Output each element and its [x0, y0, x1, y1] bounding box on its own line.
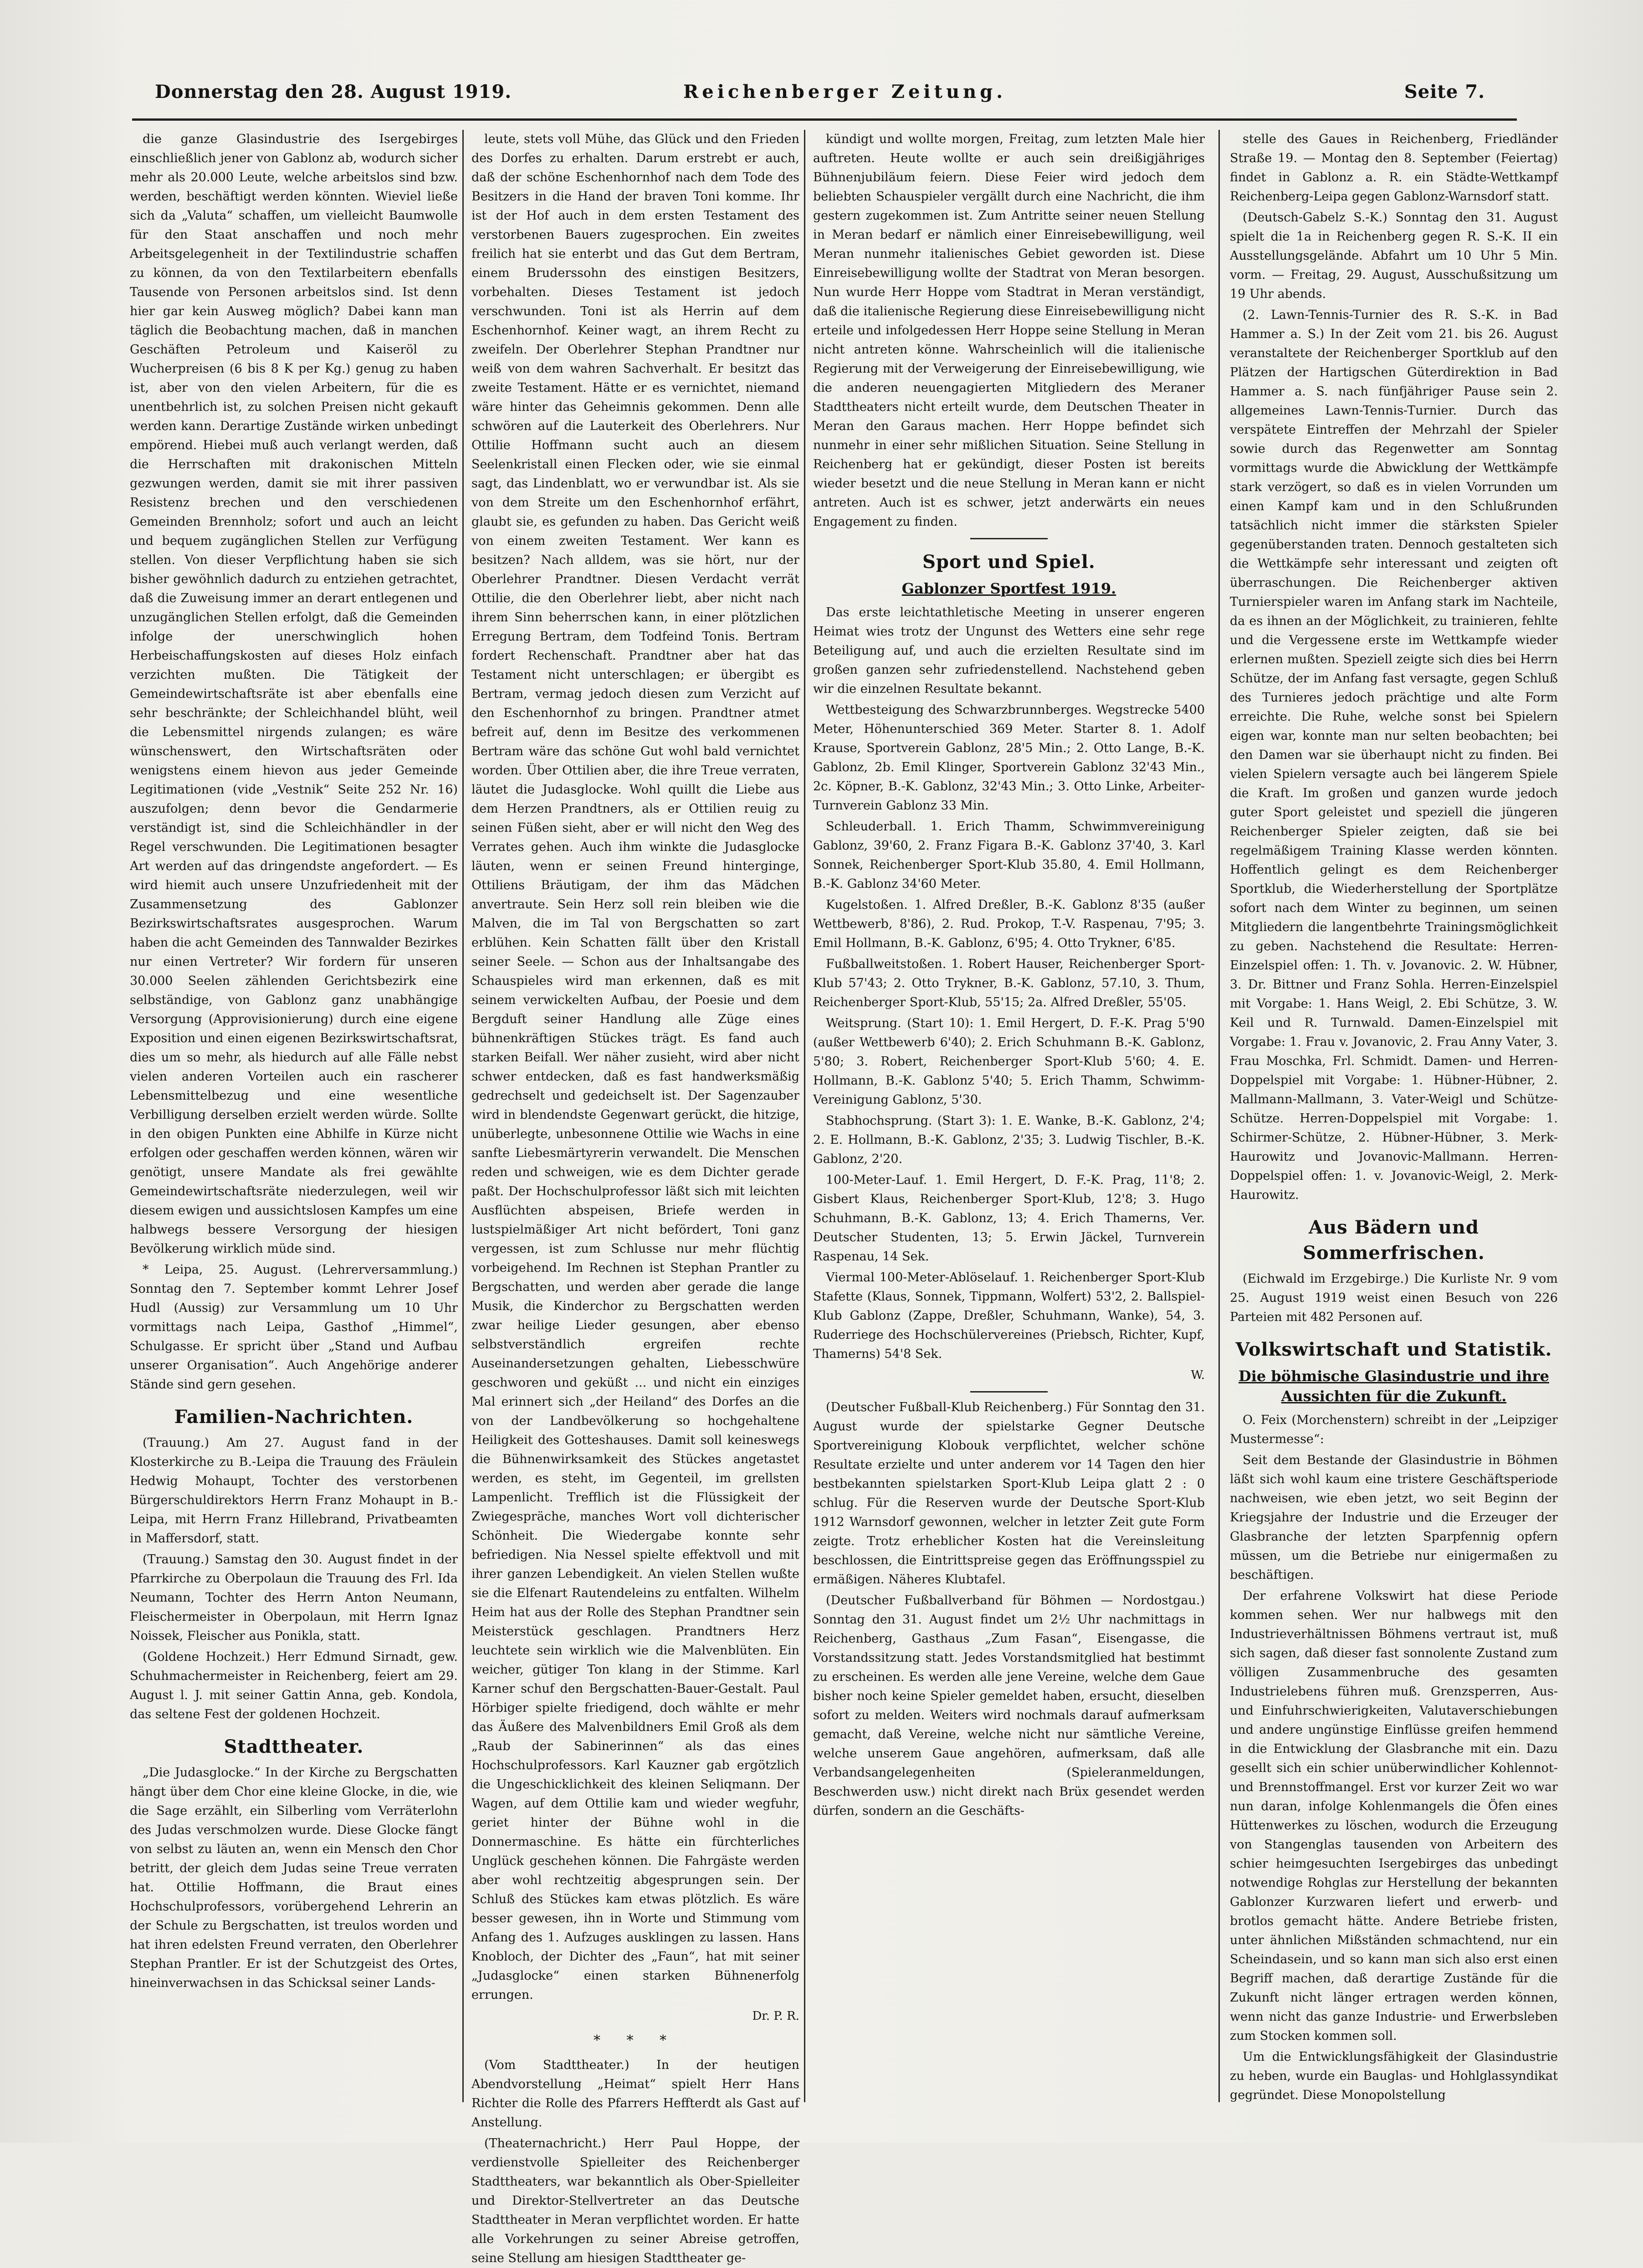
article-text: Der erfahrene Volkswirt hat diese Periode kommen sehen. Wer nur halbwegs mit den Industrieverhältnissen Böhmens vertraut ist, muß sich sagen, daß dieser fast sonnolente Zustand zum völligen Zusammenbruche des gesamten Industrielebens führen muß. Grenzsperren, Aus- und Einfuhrschwierigkeiten, Valutaverschiebungen und andere ungünstige Einflüsse greifen hemmend in die Entwicklung der Glasbranche mit ein. Dazu gesellt sich ein schier unüberwindlicher Kohlennot- und Brennstoffmangel. Erst vor kurzer Zeit wo war nun daran, infolge Kohlenmangels die Öfen eines Hüttenwerkes zu löschen, wodurch die Erzeugung von Stangenglas tausenden von Arbeitern des schier heimgesuchten Isergebirges das unbedingt notwendige Rohglas zur Herstellung der bekannten Gablonzer Kurzwaren liefert und erwerb- und brotlos gemacht hätte. Andere Betriebe fristen, unter ähnlichen Mißständen schmachtend, nur ein Scheindasein, und so kann man sich also erst einen Begriff machen, daß derartige Zustände für die Zukunft nicht länger ertragen werden können, wenn nicht das ganze Industrie- und Erwerbsleben zum Stocken kommen soll.	[1230, 1589, 1558, 2043]
notice-text: (Trauung.) Samstag den 30. August findet in der Pfarrkirche zu Oberpolaun die Trauung des Frl. Ida Neumann, Tochter des Herrn Anton Neumann, Fleischermeister in Oberpolaun, mit Herrn Ignaz Noissek, Fleischer aus Ponikla, statt.	[130, 1552, 458, 1643]
result-text: Weitsprung. (Start 10): 1. Emil Hergert, D. F.-K. Prag 5'90 (außer Wettbewerb 6'40); 2. Erich Schuhmann B.-K. Gablonz, 5'80; 3. Robert, Reichenberger Sport-Klub 5'60; 4. E. Hollmann, B.-K. Gablonz 5'40; 5. Erich Thamm, Schwimm-Vereinigung Gablonz, 5'30.	[813, 1016, 1205, 1107]
article-text: kündigt und wollte morgen, Freitag, zum letzten Male hier auftreten. Heute wollte er auch sein dreißigjähriges Bühnenjubiläum feiern. Diese Feier wird jedoch dem beliebten Schauspieler vergällt durch eine Nachricht, die ihm gestern zugekommen ist. Zum Antritte seiner neuen Stellung in Meran bedarf er nämlich einer Einreisebewilligung, weil Meran nunmehr italienisches Gebiet geworden ist. Diese Einreisebewilligung wollte der Stadtrat von Meran besorgen. Nun wurde Herr Hoppe vom Stadtrat in Meran verständigt, daß die italienische Regierung diese Einreisebewilligung nicht erteile und infolgedessen Herr Hoppe seine Stellung in Meran nicht antreten könne. Wahrscheinlich will die italienische Regierung mit der Verweigerung der Einreisebewilligung, wie die anderen neuengagierten Mitgliedern des Meraner Stadttheaters nicht erteilt wurde, dem Deutschen Theater in Meran den Garaus machen. Herr Hoppe befindet sich nunmehr in einer sehr mißlichen Situation. Seine Stellung in Reichenberg hat er gekündigt, dieser Posten ist bereits wieder besetzt und die neue Stellung in Meran kann er nicht antreten. Auch ist es schwer, jetzt anderwärts ein neues Engagement zu finden.	[813, 132, 1205, 529]
result-text: Wettbesteigung des Schwarzbrunnberges. Wegstrecke 5400 Meter, Höhenunterschied 369 Meter. Starter 8. 1. Adolf Krause, Sportverein Gablonz, 28'5 Min.; 2. Otto Lange, B.-K. Gablonz, 2b. Emil Klinger, Sportverein Gablonz 32'43 Min., 2c. Köpner, B.-K. Gablonz, 32'43 Min.; 3. Otto Linke, Arbeiter-Turnverein Gablonz 33 Min.	[813, 703, 1205, 813]
notice-text: (Goldene Hochzeit.) Herr Edmund Sirnadt, gew. Schuhmachermeister in Reichenberg, feiert am 29. August l. J. mit seiner Gattin Anna, geb. Kondola, das seltene Fest der goldenen Hochzeit.	[130, 1650, 458, 1721]
review-text: „Die Judasglocke.“ In der Kirche zu Bergschatten hängt über dem Chor eine kleine Glocke, in die, wie die Sage erzählt, ein Silberling vom Verräterlohn des Judas verschmolzen wurde. Diese Glocke fängt von selbst zu läuten an, wenn ein Mensch den Chor betritt, der gleich dem Judas seine Treue verraten hat. Ottilie Hoffmann, die Braut eines Hochschulprofessors, vorübergehend Lehrerin an der Schule zu Bergschatten, ist treulos worden und hat ihren edelsten Freund verraten, den Oberlehrer Stephan Prantler. Er ist der Schutzgeist des Ortes, hineinverwachsen in das Schicksal seiner Lands-	[130, 1766, 458, 1990]
section-title-sport: Sport und Spiel.	[922, 551, 1095, 573]
result-text: Stabhochsprung. (Start 3): 1. E. Wanke, B.-K. Gablonz, 2'4; 2. E. Hollmann, B.-K. Gablonz, 2'35; 3. Ludwig Tischler, B.-K. Gablonz, 2'20.	[813, 1114, 1205, 1166]
newspaper-title: Reichenberger Zeitung.	[683, 81, 1007, 102]
section-title-family: Familien-Nachrichten.	[174, 1406, 414, 1428]
page-number: Seite 7.	[1404, 81, 1485, 102]
notice-text: stelle des Gaues in Reichenberg, Friedländer Straße 19. — Montag den 8. September (Feiertag) findet in Gablonz a. R. ein Städte-Wettkampf Reichenberg-Leipa gegen Gablonz-Warnsdorf statt.	[1230, 132, 1558, 204]
notice-text: (Deutscher Fußballverband für Böhmen — Nordostgau.) Sonntag den 31. August findet um 2½ Uhr nachmittags in Reichenberg, Gasthaus „Zum Fasan“, Eisengasse, die Vorstandssitzung statt. Jedes Vorstandsmitglied hat bestimmt zu erscheinen. Es werden alle jene Vereine, welche dem Gaue bisher noch keine Spieler gemeldet haben, ersucht, dieselben sofort zu melden. Weiters wird nochmals darauf aufmerksam gemacht, daß Vereine, welche nicht nur sämtliche Vereine, welche unserem Gaue angehören, aufmerksam, daß alle Verbandsangelegenheiten (Spieleranmeldungen, Beschwerden usw.) nicht direkt nach Brüx gesendet werden dürfen, sondern an die Geschäfts-	[813, 1593, 1205, 1818]
page-header	[155, 81, 1485, 113]
divider	[970, 1391, 1048, 1393]
column-1	[130, 130, 458, 2102]
article-text: Um die Entwicklungsfähigkeit der Glasindustrie zu heben, wurde ein Bauglas- und Hohlglassyndikat gegründet. Diese Monopolstellung	[1230, 2050, 1558, 2102]
review-text: leute, stets voll Mühe, das Glück und den Frieden des Dorfes zu erhalten. Darum erstrebt er auch, daß der schöne Eschenhornhof nach dem Tode des Besitzers in die Hand der braven Toni komme. Ihr ist der Hof auch in dem ersten Testament des verstorbenen Bauers zugesprochen. Ein zweites freilich hat sie enterbt und das Gut dem Bertram, einem Bruderssohn des einstigen Besitzers, vorbehalten. Dieses Testament ist jedoch verschwunden. Toni ist als Herrin auf dem Eschenhornhof. Keiner wagt, an ihrem Recht zu zweifeln. Der Oberlehrer Stephan Prandtner nur weiß von dem wahren Sachverhalt. Er besitzt das zweite Testament. Hätte er es vernichtet, niemand wäre hinter das Geheimnis gekommen. Denn alle schwören auf die Lauterkeit des Oberlehrers. Nur Ottilie Hoffmann sucht auch an diesem Seelenkristall einen Flecken oder, wie sie einmal sagt, das Lindenblatt, wo er verwundbar ist. Als sie von dem Streite um den Eschenhornhof erfährt, glaubt sie, es gefunden zu haben. Das Gericht weiß von einem zweiten Testament. Wer kann es besitzen? Nach alldem, was sie hört, nur der Oberlehrer Prandtner. Diesen Verdacht verrät Ottilie, die den Oberlehrer liebt, aber nicht nach ihrem Sinn beherrschen kann, in einer plötzlichen Erregung Bertram, dem Todfeind Tonis. Bertram fordert Rechenschaft. Prandtner aber hat das Testament nicht unterschlagen; er übergibt es Bertram, vermag jedoch diesen zum Verzicht auf den Eschenhornhof zu bringen. Prandtner atmet befreit auf, denn im Besitze des verkommenen Bertram wäre das schöne Gut wohl bald vernichtet worden. Über Ottilien aber, die ihre Treue verraten, läutet die Judasglocke. Wohl quillt die Liebe aus dem Herzen Prandtners, als er Ottilien reuig zu seinen Füßen sieht, aber er will nicht den Weg des Verrates gehen. Auch ihm winkte die Judasglocke läuten, wenn er seinen Freund hinterginge, Ottiliens Bräutigam, der ihm das Mädchen anvertraute. Sein Herz soll rein bleiben wie die Malven, die im Tal von Bergschatten so zart erblühen. Kein Schatten fällt über den Kristall seiner Seele. — Schon aus der Inhaltsangabe des Schauspieles wird man erkennen, daß es mit seinem verwickelten Aufbau, der Poesie und dem Bergduft seiner Handlung alle Züge eines bühnenkräftigen Stückes trägt. Es fand auch starken Beifall. Wer näher zusieht, wird aber nicht schwer entdecken, daß es fast handwerksmäßig gedrechselt und gedeichselt ist. Der Sagenzauber wird in blendendste Gegenwart gerückt, die hitzige, unüberlegte, unbesonnene Ottilie wie Wachs in eine sanfte Liebesmärtyrerin verwandelt. Die Menschen reden und schweigen, wie es dem Dichter gerade paßt. Der Hochschulprofessor läßt sich mit leichten Ausflüchten abspeisen, Briefe werden in lustspielmäßiger Art nicht befördert, Toni ganz vergessen, ist zum Schlusse nur mehr flüchtig vorbeigehend. Im Rechnen ist Stephan Prantler zu Bergschatten, und werden aber gerade die lange Musik, die Kinderchor zu Bergschatten werden zwar heilige Lieder gesungen, aber ebenso selbstverständlich ergreifen rechte Auseinandersetzungen gehalten, Liebesschwüre geschworen und geküßt ... und nicht ein einziges Mal erinnert sich „der Heiland“ des Dorfes an die von der Landbevölkerung so hochgehaltene Heiligkeit des Gotteshauses. Damit soll keineswegs die Bühnenwirksamkeit des Stückes angetastet werden, es steht, im Gegenteil, im grellsten Lampenlicht. Trefflich ist die Flüssigkeit der Zwiegespräche, manches Wort voll dichterischer Schönheit. Die Wiedergabe konnte sehr befriedigen. Nia Nessel spielte effektvoll und mit ihrer ganzen Lebendigkeit. An vielen Stellen wußte sie die Elfenart Rautendeleins zu entfalten. Wilhelm Heim hat aus der Rolle des Stephan Prandtner sein Meisterstück geschlagen. Prandtners Herz leuchtete sein wirklich wie die Malvenblüten. Ein weicher, gütiger Ton klang in der Stimme. Karl Karner schuf den Bergschatten-Bauer-Gestalt. Paul Hörbiger spielte friedigend, doch wählte er mehr das Äußere des Malvenbildners Emil Groß als dem „Raub der Sabinerinnen“ als das eines Hochschulprofessors. Karl Kauzner gab ergötzlich die Ungeschicklichkeit des kleinen Seliqmann. Der Wagen, auf dem Ottilie kam und wieder wegfuhr, geriet hinter der Bühne wohl in die Donnermaschine. Es hätte ein fürchterliches Unglück geschehen können. Die Fahrgäste werden aber wohl rechtzeitig abgesprungen sein. Der Schluß des Stückes kam etwas plötzlich. Es wäre besser gewesen, ihn in Worte und Stimmung vom Anfang des 1. Aufzuges ausklingen zu lassen. Hans Knobloch, der Dichter des „Faun“, hat mit seiner „Judasglocke“ einen starken Bühnenerfolg errungen.	[471, 132, 799, 2002]
column-2	[471, 130, 799, 2265]
result-text: Kugelstoßen. 1. Alfred Dreßler, B.-K. Gablonz 8'35 (außer Wettbewerb, 8'86), 2. Rud. Prokop, T.-V. Raspenau, 7'95; 3. Emil Hollmann, B.-K. Gablonz, 6'95; 4. Otto Trykner, 6'85.	[813, 898, 1205, 950]
result-text: Viermal 100-Meter-Ablöselauf. 1. Reichenberger Sport-Klub Stafette (Klaus, Sonnek, Tippmann, Wolfert) 53'2, 2. Ballspiel-Klub Gablonz (Zappe, Dreßler, Schuhmann, Wanke), 54, 3. Ruderriege des Hochschülervereines (Priebsch, Richter, Kupf, Thamerns) 54'8 Sek.	[813, 1270, 1205, 1361]
article-text: die ganze Glasindustrie des Isergebirges einschließlich jener von Gablonz ab, wodurch sicher mehr als 20.000 Leute, welche arbeitslos sind bzw. werden, beschäftigt werden könnten. Wieviel ließe sich da „Valuta“ schaffen, um vielleicht Baumwolle für den Staat anschaffen und noch mehr Arbeitsgelegenheit in der Textilindustrie schaffen zu können, da von den Textilarbeitern ebenfalls Tausende von Personen arbeitslos sind. Ist denn hier gar kein Ausweg möglich? Dabei kann man täglich die Beobachtung machen, daß in manchen Geschäften Petroleum und Kaiseröl zu Wucherpreisen (6 bis 8 K per Kg.) genug zu haben ist, aber von den vielen Arbeitern, für die es unentbehrlich ist, zu solchen Preisen nicht gekauft werden kann. Derartige Zustände wirken unbedingt empörend. Hiebei muß auch verlangt werden, daß die Herrschaften mit drakonischen Mitteln gezwungen werden, damit sie mit ihrer passiven Resistenz brechen und den verschiedenen Gemeinden Brennholz; sofort und auch an leicht und bequem zugänglichen Stellen zur Verfügung stellen. Von dieser Verpflichtung haben sie sich bisher gewöhnlich dadurch zu entziehen getrachtet, daß die Zuweisung immer an derart entlegenen und unzugänglichen Stellen erfolgt, daß die Gemeinden infolge der unerschwinglich hohen Herbeischaffungskosten auf dieses Holz einfach verzichten mußten. Die Tätigkeit der Gemeindewirtschaftsräte ist aber ebenfalls eine sehr beschränkte; der Schleichhandel blüht, weil die Lebensmittel nirgends zulangen; es wäre wünschenswert, den Wirtschaftsräten oder wenigstens einem hievon aus jeder Gemeinde Legitimationen (vide „Vestnik“ Seite 252 Nr. 16) auszufolgen; denn bevor die Gendarmerie verständigt ist, sind die Schleichhändler in der Regel verschwunden. Die Legitimationen besagter Art werden auf das dringendste angefordert. — Es wird hiemit auch unsere Unzufriedenheit mit der Zusammensetzung des Gablonzer Bezirkswirtschaftsrates ausgesprochen. Warum haben die acht Gemeinden des Tannwalder Bezirkes nur einen Vertreter? Wir fordern für unseren 30.000 Seelen zählenden Gerichtsbezirk eine selbständige, von Gablonz ganz unabhängige Versorgung (Approvisionierung) durch eine eigene Exposition und einen eigenen Bezirkswirtschaftsrat, dies um so mehr, als hiedurch auf alle Fälle nebst vielen anderen Vorteilen auch ein rascherer Lebensmittelbezug und eine wesentliche Verbilligung derselben erzielt werden würde. Sollte in den obigen Punkten eine Abhilfe in Kürze nicht erfolgen oder geschaffen werden können, wären wir genötigt, unsere Mandate als frei gewählte Gemeindewirtschaftsräte niederzulegen, weil wir diesem ewigen und aussichtslosen Kampfes um eine halbwegs bessere Versorgung der hiesigen Bevölkerung wirklich müde sind.	[130, 132, 458, 1256]
author-signature: Dr. P. R.	[752, 2009, 799, 2023]
author-signature: W.	[1191, 1368, 1205, 1382]
section-title-volkswirtschaft: Volkswirtschaft und Statistik.	[1235, 1339, 1552, 1360]
separator-stars: * * *	[593, 2032, 678, 2048]
article-text: Seit dem Bestande der Glasindustrie in Böhmen läßt sich wohl kaum eine tristere Geschäftsperiode nachweisen, wie eben jetzt, wo seit Beginn der Kriegsjahre der Industrie und die Erzeuger der Glasbranche der letzten Sparpfennig opfern müssen, um die Betriebe nur einigermaßen zu beschäftigen.	[1230, 1453, 1558, 1582]
column-4	[1230, 130, 1558, 2102]
result-text: Schleuderball. 1. Erich Thamm, Schwimmvereinigung Gablonz, 39'60, 2. Franz Figara B.-K. Gablonz 37'40, 3. Karl Sonnek, Reichenberger Sport-Klub 35.80, 4. Emil Hollmann, B.-K. Gablonz 34'60 Meter.	[813, 819, 1205, 891]
subtitle-glasindustrie: Die böhmische Glasindustrie und ihre Aussichten für die Zukunft.	[1239, 1367, 1549, 1405]
article-text: Das erste leichtathletische Meeting in unserer engeren Heimat wies trotz der Ungunst des Wetters eine sehr rege Beteiligung auf, und auch die erzielten Resultate sind im großen ganzen sehr zufriedenstellend. Nachstehend geben wir die einzelnen Resultate bekannt.	[813, 605, 1205, 696]
header-rule	[132, 118, 1517, 121]
notice-text: (Deutsch-Gabelz S.-K.) Sonntag den 31. August spielt die 1a in Reichenberg gegen R. S.-K. II ein Ausstellungsgelände. Abfahrt um 10 Uhr 5 Min. vorm. — Freitag, 29. August, Ausschußsitzung um 19 Uhr abends.	[1230, 210, 1558, 301]
subtitle-sportfest: Gablonzer Sportfest 1919.	[901, 580, 1116, 597]
notice-text: (Trauung.) Am 27. August fand in der Klosterkirche zu B.-Leipa die Trauung des Fräulein Hedwig Mohaupt, Tochter des verstorbenen Bürgerschuldirektors Herrn Franz Mohaupt in B.-Leipa, mit Herrn Franz Hillebrand, Privatbeamten in Maffersdorf, statt.	[130, 1436, 458, 1546]
article-text: * Leipa, 25. August. (Lehrerversammlung.) Sonntag den 7. September kommt Lehrer Josef Hudl (Aussig) zur Versammlung um 10 Uhr vormittags nach Leipa, Gasthof „Himmel“, Schulgasse. Er spricht über „Stand und Aufbau unserer Organisation“. Auch Angehörige anderer Stände sind gern gesehen.	[130, 1263, 458, 1392]
column-3	[813, 130, 1205, 2102]
notice-text: (Eichwald im Erzgebirge.) Die Kurliste Nr. 9 vom 25. August 1919 weist einen Besuch von 226 Parteien mit 482 Personen auf.	[1230, 1272, 1558, 1324]
article-text: (2. Lawn-Tennis-Turnier des R. S.-K. in Bad Hammer a. S.) In der Zeit vom 21. bis 26. August veranstaltete der Reichenberger Sportklub auf den Plätzen der Hartigschen Güterdirektion in Bad Hammer a. S. nach fünfjähriger Pause sein 2. allgemeines Lawn-Tennis-Turnier. Durch das verspätete Eintreffen der Mehrzahl der Spieler sowie durch das Regenwetter am Sonntag vormittags wurde die Abwicklung der Wettkämpfe stark verzögert, so daß es in vielen Vorrunden um einen Kampf kam und in den Schlußrunden tatsächlich nicht immer die stärksten Spieler gegenüberstanden traten. Dennoch gestalteten sich die Wettkämpfe sehr interessant und zeigten oft überraschungen. Die Reichenberger aktiven Turnierspieler waren im Anfang stark im Nachteile, da es ihnen an der Möglichkeit, zu trainieren, fehlte und die Vergessene erste im Wettkampfe wieder erlernen mußten. Speziell zeigte sich dies bei Herrn Schütze, der im Anfang fast versagte, gegen Schluß des Turnieres jedoch prächtige und alte Form erreichte. Die Ruhe, welche sonst bei Spielern eigen war, konnte man nur selten beobachten; bei den Damen war sie überhaupt nicht zu finden. Bei vielen Spielern versagte auch bei längerem Spiele die Kraft. Im großen und ganzen wurde jedoch guter Sport geleistet und speziell die jüngeren Reichenberger Spieler zeigten, daß sie bei regelmäßigem Training Klasse werden könnten. Hoffentlich gelingt es dem Reichenberger Sportklub, die Wiederherstellung der Sportplätze sofort nach dem Winter zu beginnen, um seinen Mitgliedern die langentbehrte Trainingsmöglichkeit zu geben. Nachstehend die Resultate: Herren-Einzelspiel offen: 1. Th. v. Jovanovic. 2. W. Hübner, 3. Dr. Bittner und Franz Sohla. Herren-Einzelspiel mit Vorgabe: 1. Hans Weigl, 2. Ebi Schütze, 3. W. Keil und R. Turnwald. Damen-Einzelspiel mit Vorgabe: 1. Frau v. Jovanovic, 2. Frau Anny Vater, 3. Frau Moschka, Frl. Schmidt. Damen- und Herren-Doppelspiel mit Vorgabe: 1. Hübner-Hübner, 2. Mallmann-Mallmann, 3. Vater-Weigl und Schütze-Schütze. Herren-Doppelspiel mit Vorgabe: 1. Schirmer-Schütze, 2. Hübner-Hübner, 3. Merk-Haurowitz und Jovanovic-Mallmann. Herren-Doppelspiel offen: 1. v. Jovanovic-Weigl, 2. Merk-Haurowitz.	[1230, 308, 1558, 1202]
result-text: 100-Meter-Lauf. 1. Emil Hergert, D. F.-K. Prag, 11'8; 2. Gisbert Klaus, Reichenberger Sport-Klub, 12'8; 3. Hugo Schuhmann, B.-K. Gablonz, 13; 4. Erich Thamerns, Ver. Deutscher Studenten, 13; 5. Erwin Jäckel, Turnverein Raspenau, 14 Sek.	[813, 1173, 1205, 1264]
notice-text: (Theaternachricht.) Herr Paul Hoppe, der verdienstvolle Spielleiter des Reichenberger Stadttheaters, war bekanntlich als Ober-Spielleiter und Direktor-Stellvertreter an das Deutsche Stadttheater in Meran verpflichtet worden. Er hatte alle Vorkehrungen zu seiner Abreise getroffen, seine Stellung am hiesigen Stadttheater ge-	[471, 2136, 799, 2265]
column-divider	[462, 130, 464, 2102]
section-title-theater: Stadttheater.	[224, 1736, 364, 1757]
issue-date: Donnerstag den 28. August 1919.	[155, 81, 512, 102]
column-divider	[1218, 130, 1220, 2102]
result-text: Fußballweitstoßen. 1. Robert Hauser, Reichenberger Sport-Klub 57'43; 2. Otto Trykner, B.-K. Gablonz, 57.10, 3. Thum, Reichenberger Sport-Klub, 55'15; 2a. Alfred Dreßler, 55'05.	[813, 957, 1205, 1009]
column-divider	[804, 130, 805, 2102]
notice-text: (Deutscher Fußball-Klub Reichenberg.) Für Sonntag den 31. August wurde der spielstarke Gegner Deutsche Sportvereinigung Klobouk verpflichtet, welcher schöne Resultate erzielte und unter anderem vor 14 Tagen den hier bestbekannten spielstarken Sport-Klub Leipa glatt 2 : 0 schlug. Für die Reserven wurde der Deutsche Sport-Klub 1912 Warnsdorf gewonnen, welcher in letzter Zeit gute Form zeigte. Trotz erheblicher Kosten hat die Vereinsleitung beschlossen, die Eintrittspreise gegen das Eröffnungsspiel zu ermäßigen. Näheres Klubtafel.	[813, 1400, 1205, 1587]
divider	[970, 538, 1048, 539]
notice-text: (Vom Stadttheater.) In der heutigen Abendvorstellung „Heimat“ spielt Herr Hans Richter die Rolle des Pfarrers Heffterdt als Gast auf Anstellung.	[471, 2058, 799, 2130]
article-text: O. Feix (Morchenstern) schreibt in der „Leipziger Mustermesse“:	[1230, 1413, 1558, 1446]
section-title-baeder: Aus Bädern und Sommerfrischen.	[1303, 1217, 1485, 1264]
